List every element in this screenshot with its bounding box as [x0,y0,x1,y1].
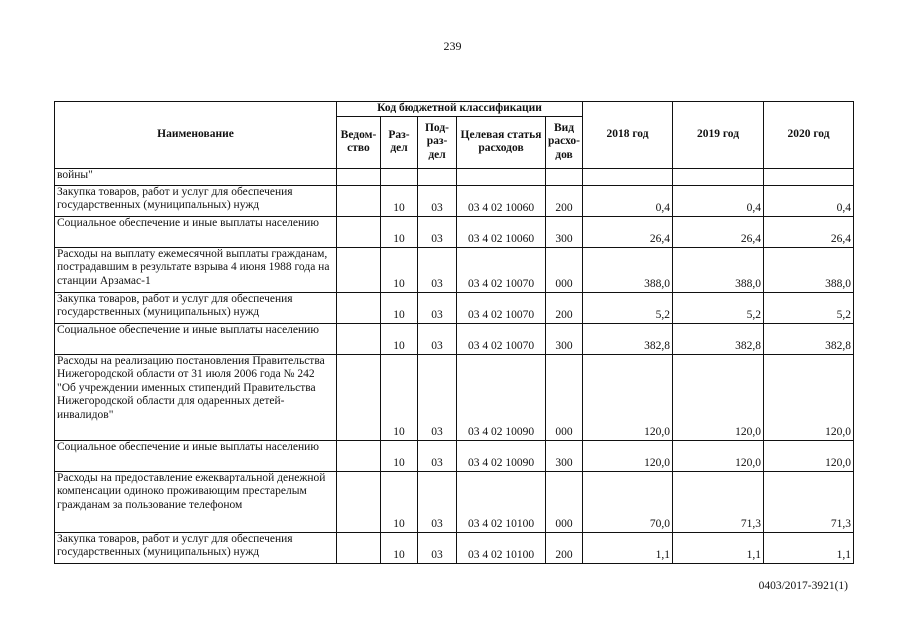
row-2018: 120,0 [583,440,673,471]
row-razdel [381,168,418,185]
row-celevaya: 03 4 02 10060 [457,185,546,216]
row-vedomstvo [337,292,381,323]
row-2019: 382,8 [673,323,764,354]
row-vedomstvo [337,471,381,532]
document-code: 0403/2017-3921(1) [758,580,848,592]
row-name: Расходы на выплату ежемесячной выплаты гражданам, пострадавшим в результате взрыва 4 июня 1988 года на станции Арзамас-1 [55,247,337,292]
table-row [55,292,854,323]
row-2018: 388,0 [583,247,673,292]
row-2020 [764,168,854,185]
row-podrazdel: 03 [418,354,457,440]
table-row [55,532,854,563]
row-2018: 0,4 [583,185,673,216]
row-celevaya: 03 4 02 10070 [457,323,546,354]
row-razdel: 10 [381,532,418,563]
row-vid: 200 [546,532,583,563]
row-celevaya: 03 4 02 10070 [457,247,546,292]
row-vedomstvo [337,354,381,440]
row-2018: 1,1 [583,532,673,563]
row-2019: 1,1 [673,532,764,563]
row-2020: 0,4 [764,185,854,216]
row-vid: 000 [546,247,583,292]
row-celevaya: 03 4 02 10070 [457,292,546,323]
row-vedomstvo [337,440,381,471]
row-podrazdel: 03 [418,216,457,247]
row-podrazdel: 03 [418,185,457,216]
row-name: Закупка товаров, работ и услуг для обеспечения государственных (муниципальных) нужд [55,532,337,563]
row-2018: 70,0 [583,471,673,532]
row-2018 [583,168,673,185]
row-vedomstvo [337,323,381,354]
row-podrazdel [418,168,457,185]
row-razdel: 10 [381,440,418,471]
table-row [55,185,854,216]
row-razdel: 10 [381,323,418,354]
row-name: Закупка товаров, работ и услуг для обеспечения государственных (муниципальных) нужд [55,185,337,216]
row-razdel: 10 [381,354,418,440]
row-vid: 300 [546,216,583,247]
table-row [55,216,854,247]
table-row [55,440,854,471]
row-razdel: 10 [381,216,418,247]
row-2019: 26,4 [673,216,764,247]
row-celevaya: 03 4 02 10090 [457,354,546,440]
row-celevaya: 03 4 02 10100 [457,532,546,563]
row-celevaya [457,168,546,185]
row-2020: 26,4 [764,216,854,247]
row-razdel: 10 [381,247,418,292]
row-podrazdel: 03 [418,323,457,354]
header-2020: 2020 год [764,102,854,169]
row-vedomstvo [337,168,381,185]
header-razdel: Раз-дел [381,116,418,168]
row-vedomstvo [337,185,381,216]
row-2020: 5,2 [764,292,854,323]
row-2019 [673,168,764,185]
row-celevaya: 03 4 02 10100 [457,471,546,532]
row-vid: 000 [546,471,583,532]
table-row [55,247,854,292]
row-name: Закупка товаров, работ и услуг для обеспечения государственных (муниципальных) нужд [55,292,337,323]
row-name: Расходы на реализацию постановления Правительства Нижегородской области от 31 июля 2006 года № 242 "Об учреждении именных стипендий Правительства Нижегородской области для одаренных детей-инвалидов" [55,354,337,440]
row-2020: 1,1 [764,532,854,563]
row-name: войны" [55,168,337,185]
row-name: Социальное обеспечение и иные выплаты населению [55,440,337,471]
header-code-group: Код бюджетной классификации [337,102,583,117]
table-row [55,323,854,354]
header-vedomstvo: Ведом-ство [337,116,381,168]
row-razdel: 10 [381,471,418,532]
table-body [55,168,854,563]
row-vid [546,168,583,185]
row-razdel: 10 [381,185,418,216]
row-vedomstvo [337,532,381,563]
row-2019: 120,0 [673,354,764,440]
table-row [55,354,854,440]
header-2018: 2018 год [583,102,673,169]
header-celevaya: Целевая статья расходов [457,116,546,168]
row-razdel: 10 [381,292,418,323]
row-podrazdel: 03 [418,247,457,292]
row-celevaya: 03 4 02 10090 [457,440,546,471]
row-2018: 26,4 [583,216,673,247]
row-2019: 5,2 [673,292,764,323]
row-podrazdel: 03 [418,440,457,471]
row-vid: 300 [546,323,583,354]
row-2020: 120,0 [764,440,854,471]
row-vid: 200 [546,185,583,216]
row-2019: 0,4 [673,185,764,216]
row-podrazdel: 03 [418,532,457,563]
row-vid: 000 [546,354,583,440]
row-vedomstvo [337,216,381,247]
row-celevaya: 03 4 02 10060 [457,216,546,247]
table-row [55,471,854,532]
row-2020: 120,0 [764,354,854,440]
row-vid: 300 [546,440,583,471]
row-2019: 120,0 [673,440,764,471]
row-2019: 71,3 [673,471,764,532]
row-2019: 388,0 [673,247,764,292]
header-2019: 2019 год [673,102,764,169]
row-2020: 71,3 [764,471,854,532]
row-2020: 388,0 [764,247,854,292]
row-2020: 382,8 [764,323,854,354]
page-number: 239 [443,39,462,53]
row-vid: 200 [546,292,583,323]
row-2018: 120,0 [583,354,673,440]
header-vid: Вид расхо-дов [546,116,583,168]
row-vedomstvo [337,247,381,292]
budget-table [54,101,854,564]
row-podrazdel: 03 [418,471,457,532]
row-name: Социальное обеспечение и иные выплаты населению [55,323,337,354]
header-podrazdel: Под-раз-дел [418,116,457,168]
row-2018: 5,2 [583,292,673,323]
row-name: Расходы на предоставление ежеквартальной денежной компенсации одиноко проживающим престарелым гражданам за пользование телефоном [55,471,337,532]
row-podrazdel: 03 [418,292,457,323]
table-row [55,168,854,185]
row-2018: 382,8 [583,323,673,354]
row-name: Социальное обеспечение и иные выплаты населению [55,216,337,247]
header-name: Наименование [55,102,337,169]
